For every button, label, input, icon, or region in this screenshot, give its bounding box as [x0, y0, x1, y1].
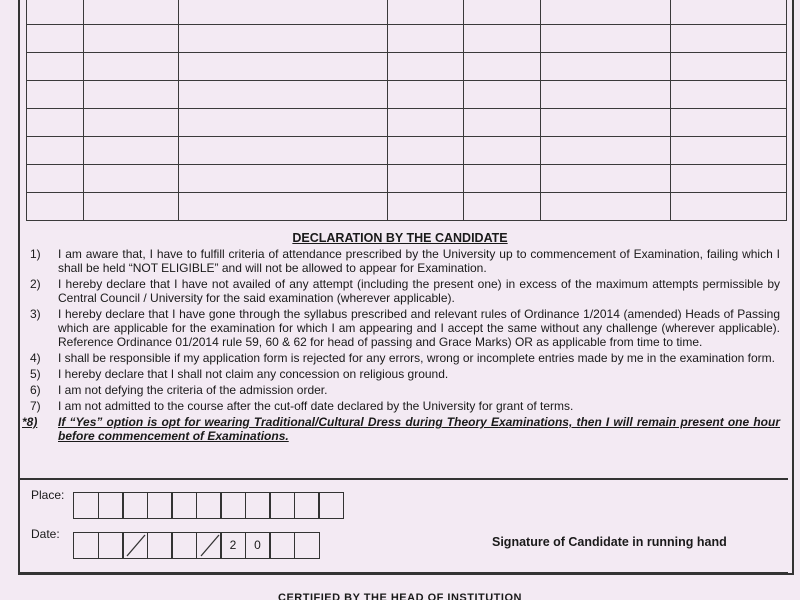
place-char-box[interactable] — [294, 492, 320, 519]
place-char-box[interactable] — [220, 492, 246, 519]
table-cell[interactable] — [671, 109, 787, 137]
table-row — [27, 137, 787, 165]
date-day-box[interactable] — [98, 532, 124, 559]
table-cell[interactable] — [27, 109, 84, 137]
table-row — [27, 25, 787, 53]
place-char-box[interactable] — [171, 492, 197, 519]
signature-label: Signature of Candidate in running hand — [492, 535, 727, 549]
table-cell[interactable] — [464, 25, 541, 53]
place-char-box[interactable] — [318, 492, 344, 519]
table-cell[interactable] — [27, 81, 84, 109]
table-cell[interactable] — [671, 81, 787, 109]
table-cell[interactable] — [387, 193, 464, 221]
table-cell[interactable] — [83, 81, 178, 109]
certified-heading: CERTIFIED BY THE HEAD OF INSTITUTION — [278, 592, 522, 600]
table-cell[interactable] — [671, 193, 787, 221]
table-row — [27, 53, 787, 81]
declaration-item: 7) I am not admitted to the course after the cut-off date declared by the University for grant of terms. — [30, 399, 574, 413]
table-cell[interactable] — [178, 0, 387, 25]
slash-separator-icon — [125, 533, 147, 558]
table-cell[interactable] — [178, 137, 387, 165]
table-cell[interactable] — [387, 137, 464, 165]
declaration-item: 5) I hereby declare that I shall not claim any concession on religious ground. — [30, 367, 449, 381]
place-char-box[interactable] — [269, 492, 295, 519]
table-cell[interactable] — [27, 53, 84, 81]
table-row — [27, 193, 787, 221]
table-cell[interactable] — [541, 109, 671, 137]
subject-table — [26, 0, 787, 221]
place-char-box[interactable] — [98, 492, 124, 519]
table-cell[interactable] — [541, 165, 671, 193]
table-cell[interactable] — [178, 109, 387, 137]
place-char-box[interactable] — [73, 492, 99, 519]
declaration-title: DECLARATION BY THE CANDIDATE — [292, 231, 508, 245]
table-cell[interactable] — [27, 165, 84, 193]
declaration-item: 4) I shall be responsible if my application form is rejected for any errors, wrong or incomplete entries made by me in the examination form. — [30, 351, 775, 365]
table-row — [27, 165, 787, 193]
date-label: Date: — [31, 527, 60, 541]
table-cell[interactable] — [387, 165, 464, 193]
table-cell[interactable] — [671, 165, 787, 193]
table-cell[interactable] — [541, 193, 671, 221]
declaration-list — [22, 247, 780, 445]
date-month-box[interactable] — [171, 532, 197, 559]
date-day-box[interactable] — [73, 532, 99, 559]
date-year-box: 2 — [220, 532, 246, 559]
table-cell[interactable] — [464, 81, 541, 109]
section-divider — [20, 478, 788, 480]
declaration-item-dress-code: *8) If “Yes” option is opt for wearing Traditional/Cultural Dress during Theory Examinations, then I will remain present one hour before commencement of Examinations. — [22, 415, 780, 443]
place-char-box[interactable] — [196, 492, 222, 519]
place-char-box[interactable] — [122, 492, 148, 519]
table-cell[interactable] — [671, 53, 787, 81]
table-row — [27, 109, 787, 137]
declaration-item: 2) I hereby declare that I have not availed of any attempt (including the present one) in excess of the maximum attempts permissible by Central Council / University for the said examination (wherever applicable). — [30, 277, 780, 305]
date-year-box[interactable] — [269, 532, 295, 559]
table-cell[interactable] — [464, 109, 541, 137]
table-cell[interactable] — [27, 0, 84, 25]
slash-separator-icon — [199, 533, 221, 558]
table-cell[interactable] — [464, 0, 541, 25]
table-cell[interactable] — [83, 165, 178, 193]
declaration-item: 1) I am aware that, I have to fulfill criteria of attendance prescribed by the University up to commencement of Examination, failing which I shall be held “NOT ELIGIBLE” and will not be allowed to appear for Examination. — [30, 247, 780, 275]
table-cell[interactable] — [178, 165, 387, 193]
date-year-box[interactable] — [294, 532, 320, 559]
table-cell[interactable] — [387, 53, 464, 81]
table-cell[interactable] — [387, 109, 464, 137]
table-cell[interactable] — [541, 53, 671, 81]
date-month-box[interactable] — [147, 532, 173, 559]
place-char-box[interactable] — [147, 492, 173, 519]
table-cell[interactable] — [178, 81, 387, 109]
place-input[interactable] — [73, 492, 343, 519]
date-input[interactable] — [73, 532, 318, 559]
table-cell[interactable] — [83, 109, 178, 137]
table-cell[interactable] — [464, 137, 541, 165]
table-cell[interactable] — [178, 25, 387, 53]
declaration-item: 6) I am not defying the criteria of the admission order. — [30, 383, 328, 397]
table-cell[interactable] — [671, 25, 787, 53]
place-label: Place: — [31, 488, 65, 502]
table-cell[interactable] — [387, 81, 464, 109]
table-cell[interactable] — [541, 0, 671, 25]
table-cell[interactable] — [464, 193, 541, 221]
table-cell[interactable] — [671, 0, 787, 25]
section-divider — [20, 572, 788, 574]
table-cell[interactable] — [541, 81, 671, 109]
date-year-box: 0 — [245, 532, 271, 559]
table-cell[interactable] — [83, 0, 178, 25]
table-cell[interactable] — [387, 0, 464, 25]
date-separator-box — [122, 532, 148, 559]
table-cell[interactable] — [27, 193, 84, 221]
table-cell[interactable] — [464, 165, 541, 193]
table-cell[interactable] — [541, 25, 671, 53]
table-cell[interactable] — [387, 25, 464, 53]
table-cell[interactable] — [27, 137, 84, 165]
table-cell[interactable] — [464, 53, 541, 81]
date-separator-box — [196, 532, 222, 559]
table-cell[interactable] — [541, 137, 671, 165]
table-cell[interactable] — [27, 25, 84, 53]
table-cell[interactable] — [83, 25, 178, 53]
table-cell[interactable] — [83, 137, 178, 165]
declaration-item: 3) I hereby declare that I have gone through the syllabus prescribed and relevant rules of Ordinance 1/2014 (amended) Heads of Passing which are applicable for the examination for which I am appearing and I accept the same without any challenge (wherever applicable). Reference Ordinance 01/2014 rule 59, 60 & 62 for head of passing and Grace Marks) OR as applicable from time to time. — [30, 307, 780, 349]
table-cell[interactable] — [83, 53, 178, 81]
table-cell[interactable] — [83, 193, 178, 221]
table-row — [27, 0, 787, 25]
place-char-box[interactable] — [245, 492, 271, 519]
table-cell[interactable] — [178, 193, 387, 221]
table-row — [27, 81, 787, 109]
table-cell[interactable] — [178, 53, 387, 81]
table-cell[interactable] — [671, 137, 787, 165]
